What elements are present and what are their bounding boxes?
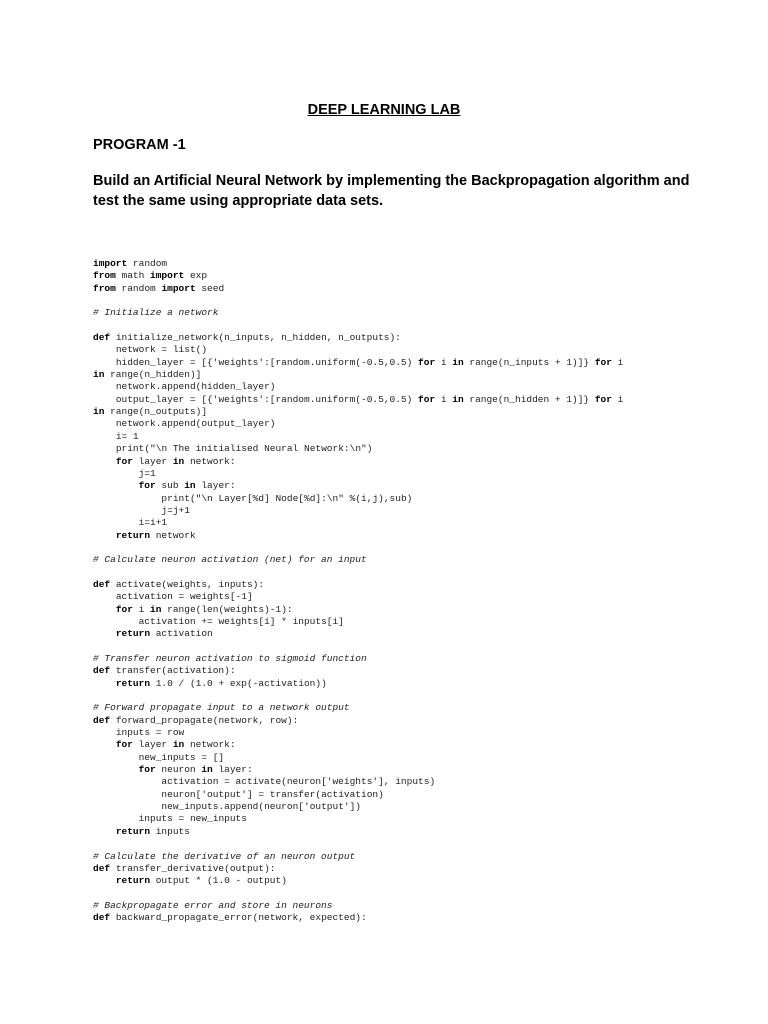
code-line: for i in range(len(weights)-1): (115, 603, 293, 615)
code-line: in range(n_hidden)] (93, 369, 202, 381)
code-line: # Backpropagate error and store in neurons (93, 899, 333, 911)
code-line: activation = activate(neuron['weights'], inputs) (161, 776, 436, 788)
code-line: # Transfer neuron activation to sigmoid function (93, 653, 367, 664)
code-line (93, 542, 683, 554)
code-line: network = list() (115, 344, 208, 356)
code-line: # Calculate neuron activation (net) for an input (93, 554, 367, 566)
code-line (93, 567, 683, 579)
code-line: inputs = row (115, 727, 185, 739)
code-line: import random (93, 258, 168, 269)
code-line: # Initialize a network (93, 307, 219, 319)
code-line: def transfer(activation): (93, 665, 236, 677)
code-line: from random import seed (93, 282, 225, 294)
code-line: in range(n_outputs)] (93, 406, 208, 418)
code-line: return network (115, 529, 196, 541)
code-line: i= 1 (115, 430, 139, 442)
code-line: activation = weights[-1] (115, 591, 253, 603)
document-title: DEEP LEARNING LAB (307, 102, 461, 118)
program-heading: Build an Artificial Neural Network by implementing the Backpropagation algorithm and test the same using appropriate data sets. (93, 173, 690, 209)
code-line (93, 690, 683, 702)
code-line (93, 888, 683, 900)
code-line: def transfer_derivative(output): (93, 862, 276, 874)
code-line: # Calculate the derivative of an neuron output (93, 850, 356, 862)
code-line: from math import exp (93, 270, 208, 282)
code-line: for neuron in layer: (138, 764, 253, 776)
code-line: # Forward propagate input to a network output (93, 702, 350, 714)
code-line: j=1 (138, 467, 156, 479)
code-line: output_layer = [{'weights':[random.uniform(-0.5,0.5) for i in range(n_hidden + 1)]} for i (115, 393, 624, 405)
code-line: print("\n Layer[%d] Node[%d]:\n" %(i,j),sub) (161, 492, 413, 504)
code-listing (93, 258, 683, 925)
code-line (93, 320, 683, 332)
code-line: new_inputs = [] (138, 751, 225, 763)
code-line: network.append(output_layer) (115, 418, 276, 430)
code-line: for layer in network: (115, 455, 236, 467)
code-line: return 1.0 / (1.0 + exp(-activation)) (115, 677, 327, 689)
code-line: print("\n The initialised Neural Network:\n") (115, 443, 373, 455)
code-line: j=j+1 (161, 504, 190, 516)
code-line (93, 295, 683, 307)
code-line: activation += weights[i] * inputs[i] (138, 615, 344, 627)
code-line: for layer in network: (115, 739, 236, 751)
code-line: new_inputs.append(neuron['output']) (161, 801, 362, 813)
code-line (93, 838, 683, 850)
code-line: for sub in layer: (138, 480, 236, 492)
code-line (93, 641, 683, 653)
code-line: def forward_propagate(network, row): (93, 714, 299, 726)
code-line: hidden_layer = [{'weights':[random.uniform(-0.5,0.5) for i in range(n_inputs + 1)]} for i (115, 356, 624, 368)
code-line: i=i+1 (138, 517, 168, 529)
program-number: PROGRAM -1 (93, 137, 186, 153)
code-line: inputs = new_inputs (138, 813, 247, 825)
code-line: return activation (115, 628, 213, 640)
code-line: neuron['output'] = transfer(activation) (161, 788, 384, 800)
code-line: return inputs (115, 825, 190, 837)
code-line: return output * (1.0 - output) (115, 875, 287, 887)
code-line: network.append(hidden_layer) (115, 381, 276, 393)
code-line: def activate(weights, inputs): (93, 578, 265, 590)
code-line: def initialize_network(n_inputs, n_hidden, n_outputs): (93, 332, 401, 344)
code-line: def backward_propagate_error(network, expected): (93, 912, 367, 924)
